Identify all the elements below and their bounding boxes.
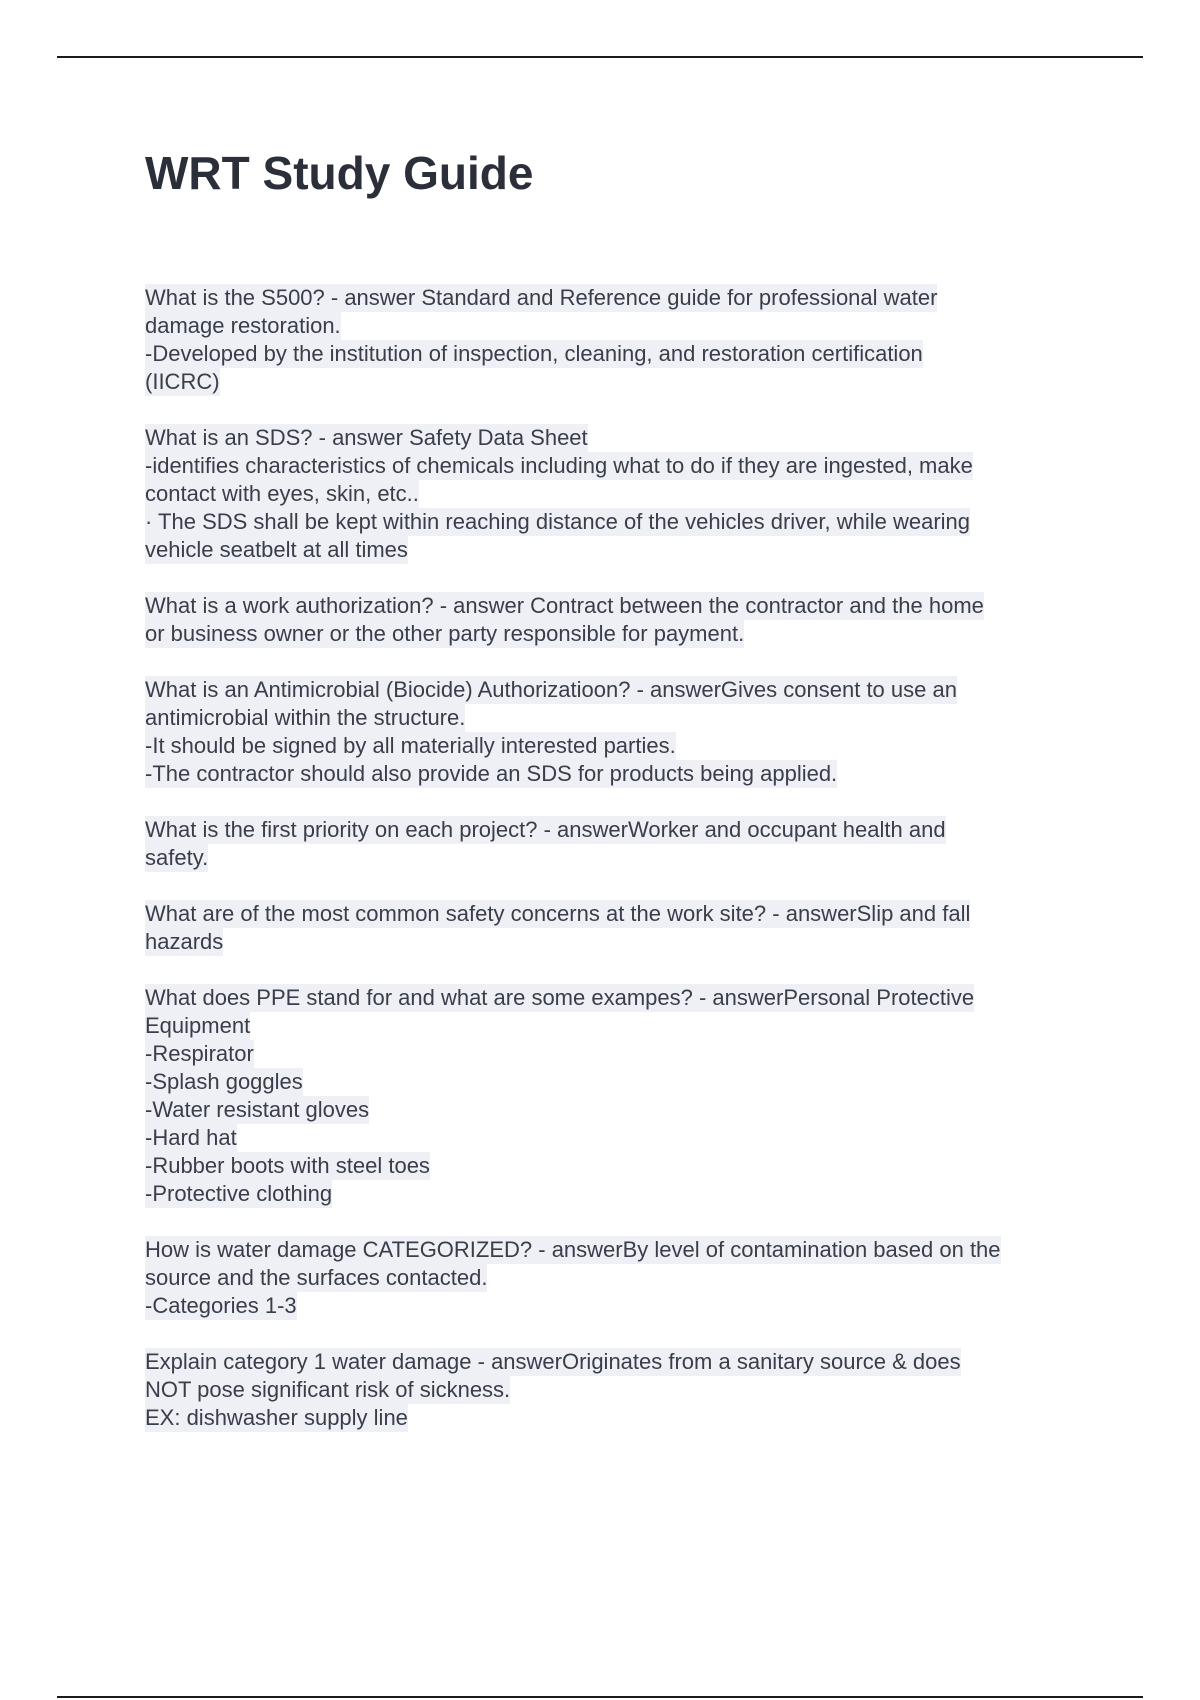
text-line: · The SDS shall be kept within reaching distance of the vehicles driver, while wearing: [145, 509, 971, 534]
study-guide-content: [145, 284, 1095, 1460]
text-line: -The contractor should also provide an SDS for products being applied.: [145, 761, 838, 786]
text-line: safety.: [145, 845, 209, 870]
text-line: -Splash goggles: [145, 1069, 303, 1094]
text-line: -Respirator: [145, 1041, 254, 1066]
text-line: -Categories 1-3: [145, 1293, 297, 1318]
text-line: contact with eyes, skin, etc..: [145, 481, 419, 506]
qa-entry-first-priority: [145, 816, 1095, 872]
qa-entry-ppe: [145, 984, 1095, 1208]
text-line: Explain category 1 water damage - answerOriginates from a sanitary source & does: [145, 1349, 961, 1374]
text-line: -Protective clothing: [145, 1181, 333, 1206]
text-line: -Rubber boots with steel toes: [145, 1153, 430, 1178]
text-line: antimicrobial within the structure.: [145, 705, 466, 730]
text-line: How is water damage CATEGORIZED? - answerBy level of contamination based on the: [145, 1237, 1001, 1262]
text-line: What is an Antimicrobial (Biocide) Authorizatioon? - answerGives consent to use an: [145, 677, 957, 702]
text-line: -Developed by the institution of inspection, cleaning, and restoration certification: [145, 341, 923, 366]
text-line: What is a work authorization? - answer Contract between the contractor and the home: [145, 593, 984, 618]
text-line: -identifies characteristics of chemicals including what to do if they are ingested, make: [145, 453, 973, 478]
text-line: -Hard hat: [145, 1125, 237, 1150]
qa-entry-category-1: [145, 1348, 1095, 1432]
bottom-rule: [57, 1696, 1143, 1698]
qa-entry-categorized: [145, 1236, 1095, 1320]
text-line: What is the S500? - answer Standard and Reference guide for professional water: [145, 285, 938, 310]
text-line: (IICRC): [145, 369, 220, 394]
text-line: source and the surfaces contacted.: [145, 1265, 488, 1290]
text-line: Equipment: [145, 1013, 251, 1038]
text-line: NOT pose significant risk of sickness.: [145, 1377, 511, 1402]
qa-entry-antimicrobial: [145, 676, 1095, 788]
qa-entry-work-authorization: [145, 592, 1095, 648]
text-line: What does PPE stand for and what are some exampes? - answerPersonal Protective: [145, 985, 975, 1010]
qa-entry-safety-concerns: [145, 900, 1095, 956]
text-line: EX: dishwasher supply line: [145, 1405, 408, 1430]
qa-entry-sds: [145, 424, 1095, 564]
text-line: vehicle seatbelt at all times: [145, 537, 408, 562]
text-line: damage restoration.: [145, 313, 341, 338]
text-line: -It should be signed by all materially interested parties.: [145, 733, 676, 758]
text-line: What is the first priority on each project? - answerWorker and occupant health and: [145, 817, 946, 842]
text-line: -Water resistant gloves: [145, 1097, 370, 1122]
text-line: What is an SDS? - answer Safety Data Sheet: [145, 425, 588, 450]
text-line: What are of the most common safety concerns at the work site? - answerSlip and fall: [145, 901, 971, 926]
text-line: or business owner or the other party responsible for payment.: [145, 621, 745, 646]
top-rule: [57, 56, 1143, 58]
text-line: hazards: [145, 929, 224, 954]
qa-entry-s500: [145, 284, 1095, 396]
page-title: WRT Study Guide: [145, 147, 534, 199]
